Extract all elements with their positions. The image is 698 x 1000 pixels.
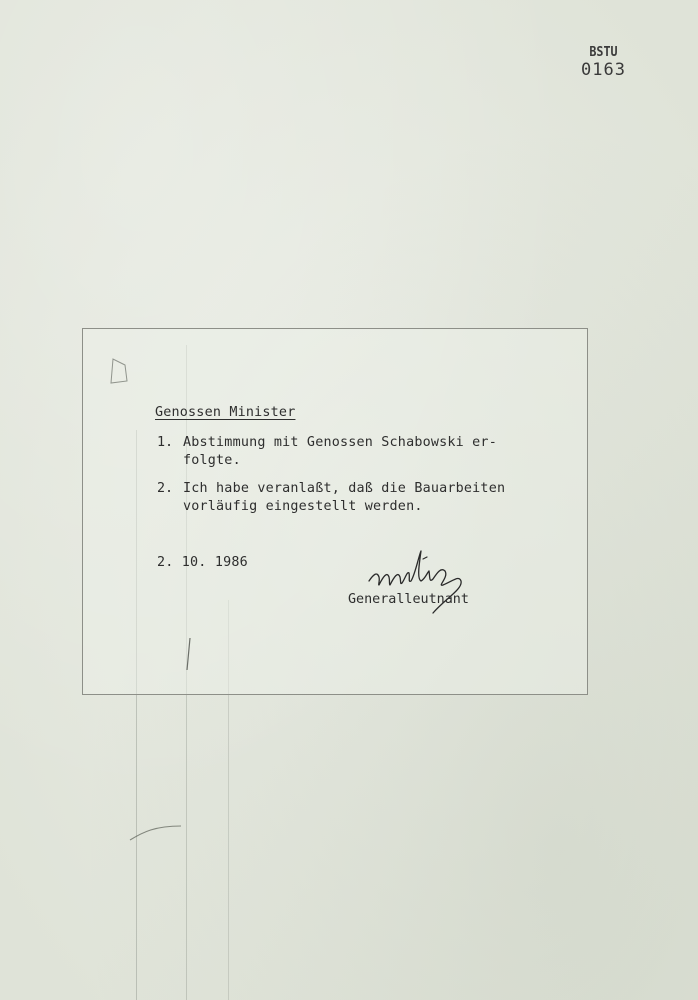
archive-page-number: 0163: [581, 60, 626, 80]
salutation: Genossen Minister: [155, 405, 296, 420]
pencil-stroke-mark: [183, 634, 195, 674]
signatory-rank: Generalleutnant: [348, 592, 469, 607]
item-1-number: 1.: [157, 435, 174, 450]
pencil-corner-mark: [105, 351, 135, 391]
archive-stamp: [581, 46, 626, 79]
item-2-line-1: Ich habe veranlaßt, daß die Bauarbeiten: [183, 481, 506, 496]
memo-card: [82, 328, 588, 695]
item-1-line-2: folgte.: [183, 453, 241, 468]
handwritten-signature: [363, 541, 483, 621]
item-2-number: 2.: [157, 481, 174, 496]
document-date: 2. 10. 1986: [157, 555, 248, 570]
pencil-tick-mark: [125, 818, 185, 858]
archive-stamp-label: BSTU: [589, 45, 618, 60]
item-1-line-1: Abstimmung mit Genossen Schabowski er-: [183, 435, 497, 450]
item-2-line-2: vorläufig eingestellt werden.: [183, 499, 423, 514]
